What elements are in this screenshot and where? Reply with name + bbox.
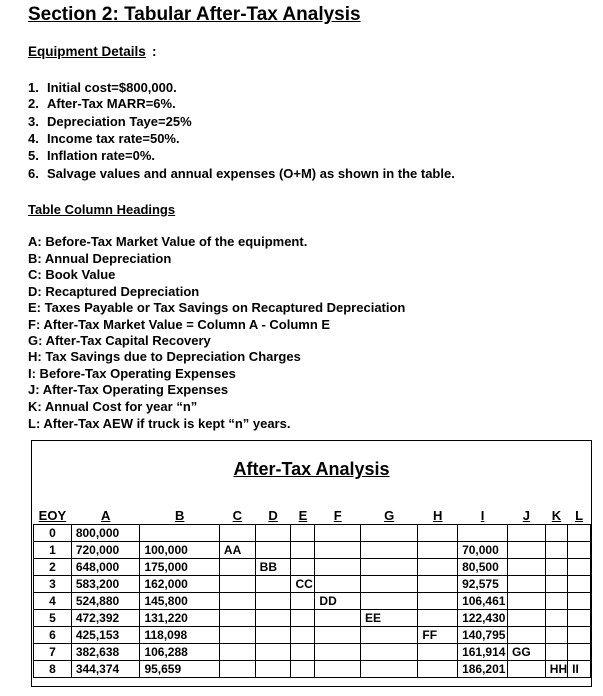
column-header: E bbox=[291, 507, 315, 524]
table-cell bbox=[219, 660, 255, 677]
table-cell bbox=[508, 541, 546, 558]
table-row bbox=[34, 643, 591, 660]
table-cell: 472,392 bbox=[71, 609, 140, 626]
table-cell: 6 bbox=[34, 626, 72, 643]
column-heading-item: I: Before-Tax Operating Expenses bbox=[28, 366, 236, 381]
table-cell: 92,575 bbox=[458, 575, 508, 592]
equipment-item-text: Salvage values and annual expenses (O+M) as shown in the table. bbox=[47, 166, 455, 181]
table-cell bbox=[219, 626, 255, 643]
column-header: D bbox=[255, 507, 291, 524]
table-cell bbox=[361, 524, 418, 541]
equipment-item-text: After-Tax MARR=6%. bbox=[47, 96, 176, 111]
column-header: H bbox=[418, 507, 458, 524]
table-cell bbox=[361, 643, 418, 660]
table-cell: 382,638 bbox=[71, 643, 140, 660]
equipment-item bbox=[28, 96, 176, 111]
table-cell: 145,800 bbox=[140, 592, 219, 609]
table-cell: 344,374 bbox=[71, 660, 140, 677]
table-cell bbox=[291, 592, 315, 609]
table-cell bbox=[545, 541, 567, 558]
table-cell bbox=[315, 541, 361, 558]
table-cell bbox=[255, 592, 291, 609]
table-cell: 106,461 bbox=[458, 592, 508, 609]
table-cell: 3 bbox=[34, 575, 72, 592]
table-cell: 720,000 bbox=[71, 541, 140, 558]
table-cell bbox=[291, 524, 315, 541]
table-cell bbox=[545, 626, 567, 643]
column-header: EOY bbox=[34, 507, 72, 524]
table-cell bbox=[361, 592, 418, 609]
table-cell: 175,000 bbox=[140, 558, 219, 575]
table-cell bbox=[361, 626, 418, 643]
table-row bbox=[34, 660, 591, 677]
equipment-item-number: 1. bbox=[28, 80, 39, 95]
table-cell: 583,200 bbox=[71, 575, 140, 592]
table-cell bbox=[458, 524, 508, 541]
table-cell: GG bbox=[508, 643, 546, 660]
table-row bbox=[34, 592, 591, 609]
table-cell bbox=[291, 558, 315, 575]
table-cell bbox=[219, 592, 255, 609]
table-cell: 5 bbox=[34, 609, 72, 626]
table-cell: DD bbox=[315, 592, 361, 609]
column-header: K bbox=[545, 507, 567, 524]
equipment-item bbox=[28, 166, 455, 181]
table-cell: 800,000 bbox=[71, 524, 140, 541]
table-row bbox=[34, 524, 591, 541]
table-cell bbox=[418, 609, 458, 626]
table-row bbox=[34, 575, 591, 592]
after-tax-table bbox=[33, 507, 591, 678]
table-cell bbox=[545, 558, 567, 575]
table-cell: CC bbox=[291, 575, 315, 592]
table-cell: 80,500 bbox=[458, 558, 508, 575]
equipment-item bbox=[28, 114, 192, 129]
table-cell: 425,153 bbox=[71, 626, 140, 643]
table-cell: 70,000 bbox=[458, 541, 508, 558]
column-heading-item: E: Taxes Payable or Tax Savings on Recaptured Depreciation bbox=[28, 300, 406, 315]
table-header-row bbox=[34, 507, 591, 524]
table-cell bbox=[418, 575, 458, 592]
table-row bbox=[34, 541, 591, 558]
table-cell: 131,220 bbox=[140, 609, 219, 626]
column-header: A bbox=[71, 507, 140, 524]
table-cell bbox=[418, 558, 458, 575]
equipment-item-number: 4. bbox=[28, 131, 39, 146]
table-cell bbox=[315, 626, 361, 643]
equipment-item bbox=[28, 148, 155, 163]
column-header: G bbox=[361, 507, 418, 524]
table-cell bbox=[568, 643, 591, 660]
column-header: B bbox=[140, 507, 219, 524]
column-heading-item: A: Before-Tax Market Value of the equipment. bbox=[28, 234, 308, 249]
equipment-item-text: Initial cost=$800,000. bbox=[47, 80, 177, 95]
table-cell bbox=[255, 626, 291, 643]
table-cell bbox=[568, 575, 591, 592]
column-heading-item: L: After-Tax AEW if truck is kept “n” years. bbox=[28, 416, 291, 431]
section-title: Section 2: Tabular After-Tax Analysis bbox=[28, 4, 361, 25]
table-cell bbox=[140, 524, 219, 541]
column-heading-item: F: After-Tax Market Value = Column A - Column E bbox=[28, 317, 331, 332]
table-cell bbox=[568, 558, 591, 575]
table-cell bbox=[418, 660, 458, 677]
table-cell: 2 bbox=[34, 558, 72, 575]
equipment-item bbox=[28, 131, 180, 146]
table-cell bbox=[291, 660, 315, 677]
table-cell bbox=[545, 592, 567, 609]
column-heading-item: K: Annual Cost for year “n” bbox=[28, 399, 198, 414]
table-cell: 162,000 bbox=[140, 575, 219, 592]
table-cell bbox=[255, 524, 291, 541]
table-cell bbox=[418, 524, 458, 541]
table-row bbox=[34, 626, 591, 643]
table-cell: 106,288 bbox=[140, 643, 219, 660]
table-cell bbox=[315, 524, 361, 541]
table-cell: BB bbox=[255, 558, 291, 575]
table-cell: 122,430 bbox=[458, 609, 508, 626]
table-cell bbox=[219, 609, 255, 626]
equipment-item bbox=[28, 80, 177, 95]
table-cell: HH bbox=[545, 660, 567, 677]
column-header: J bbox=[508, 507, 546, 524]
table-cell bbox=[361, 558, 418, 575]
column-header: L bbox=[568, 507, 591, 524]
table-cell bbox=[315, 558, 361, 575]
after-tax-table-frame bbox=[31, 440, 592, 687]
table-row bbox=[34, 558, 591, 575]
table-cell bbox=[418, 541, 458, 558]
table-cell: 161,914 bbox=[458, 643, 508, 660]
equipment-item-number: 5. bbox=[28, 148, 39, 163]
table-cell: EE bbox=[361, 609, 418, 626]
column-heading-item: C: Book Value bbox=[28, 267, 116, 282]
table-cell bbox=[361, 541, 418, 558]
table-cell bbox=[219, 643, 255, 660]
table-cell bbox=[508, 524, 546, 541]
table-cell bbox=[361, 575, 418, 592]
table-cell bbox=[255, 575, 291, 592]
table-cell bbox=[361, 660, 418, 677]
column-heading-item: J: After-Tax Operating Expenses bbox=[28, 382, 229, 397]
table-cell: FF bbox=[418, 626, 458, 643]
table-cell: 100,000 bbox=[140, 541, 219, 558]
table-cell bbox=[545, 643, 567, 660]
column-heading-item: D: Recaptured Depreciation bbox=[28, 284, 200, 299]
table-cell bbox=[568, 524, 591, 541]
table-cell: 7 bbox=[34, 643, 72, 660]
table-cell: 118,098 bbox=[140, 626, 219, 643]
table-cell bbox=[508, 660, 546, 677]
table-cell bbox=[545, 524, 567, 541]
table-cell bbox=[219, 558, 255, 575]
table-cell bbox=[315, 643, 361, 660]
table-cell bbox=[508, 558, 546, 575]
column-heading-item: H: Tax Savings due to Depreciation Charges bbox=[28, 349, 301, 364]
equipment-item-text: Inflation rate=0%. bbox=[47, 148, 155, 163]
column-header: C bbox=[219, 507, 255, 524]
table-row bbox=[34, 609, 591, 626]
table-cell bbox=[315, 575, 361, 592]
equipment-heading-colon: : bbox=[152, 44, 157, 59]
table-cell bbox=[255, 541, 291, 558]
table-cell bbox=[291, 643, 315, 660]
table-cell bbox=[568, 592, 591, 609]
table-cell bbox=[255, 609, 291, 626]
table-cell bbox=[315, 609, 361, 626]
column-header: F bbox=[315, 507, 361, 524]
equipment-item-text: Depreciation Taye=25% bbox=[47, 114, 192, 129]
table-cell bbox=[219, 575, 255, 592]
table-title: After-Tax Analysis bbox=[233, 459, 390, 479]
table-cell bbox=[545, 609, 567, 626]
table-cell: 648,000 bbox=[71, 558, 140, 575]
table-cell bbox=[568, 609, 591, 626]
table-cell bbox=[508, 609, 546, 626]
table-cell bbox=[418, 592, 458, 609]
table-cell: 1 bbox=[34, 541, 72, 558]
column-headings-title: Table Column Headings bbox=[28, 202, 176, 217]
table-cell bbox=[508, 575, 546, 592]
equipment-item-number: 3. bbox=[28, 114, 39, 129]
table-cell: II bbox=[568, 660, 591, 677]
table-cell bbox=[545, 575, 567, 592]
table-cell bbox=[291, 541, 315, 558]
column-heading-item: B: Annual Depreciation bbox=[28, 251, 172, 266]
table-cell: 0 bbox=[34, 524, 72, 541]
column-header: I bbox=[458, 507, 508, 524]
table-cell bbox=[255, 660, 291, 677]
table-cell: AA bbox=[219, 541, 255, 558]
table-cell: 4 bbox=[34, 592, 72, 609]
table-cell bbox=[568, 541, 591, 558]
equipment-item-number: 6. bbox=[28, 166, 39, 181]
table-cell bbox=[508, 592, 546, 609]
table-cell: 95,659 bbox=[140, 660, 219, 677]
table-cell: 8 bbox=[34, 660, 72, 677]
equipment-item-text: Income tax rate=50%. bbox=[47, 131, 180, 146]
table-cell bbox=[291, 609, 315, 626]
table-cell bbox=[219, 524, 255, 541]
table-cell: 524,880 bbox=[71, 592, 140, 609]
column-heading-item: G: After-Tax Capital Recovery bbox=[28, 333, 211, 348]
table-cell bbox=[568, 626, 591, 643]
table-cell bbox=[508, 626, 546, 643]
equipment-item-number: 2. bbox=[28, 96, 39, 111]
table-cell: 140,795 bbox=[458, 626, 508, 643]
table-cell bbox=[255, 643, 291, 660]
table-cell bbox=[418, 643, 458, 660]
equipment-heading: Equipment Details bbox=[28, 44, 146, 59]
table-cell bbox=[315, 660, 361, 677]
table-cell bbox=[291, 626, 315, 643]
table-cell: 186,201 bbox=[458, 660, 508, 677]
